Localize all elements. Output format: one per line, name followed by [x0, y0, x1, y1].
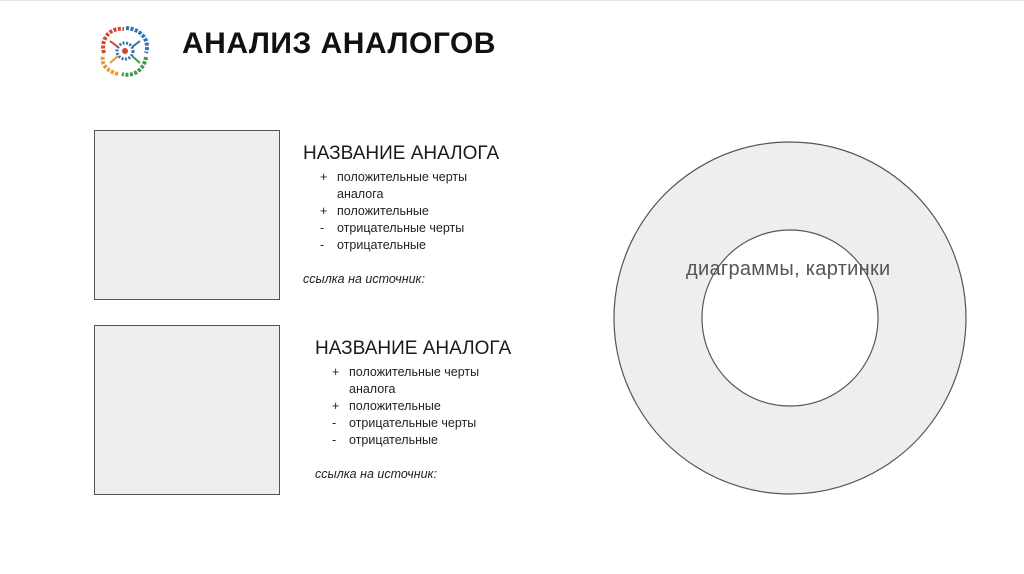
- analog-1-features-list: [303, 169, 507, 254]
- logo-icon: [96, 23, 154, 79]
- minus-bullet: -: [320, 221, 325, 235]
- list-item: [315, 415, 519, 432]
- plus-bullet: +: [320, 204, 328, 218]
- plus-bullet: +: [332, 399, 340, 413]
- list-item: [315, 364, 519, 398]
- minus-bullet: -: [332, 416, 337, 430]
- page-title: АНАЛИЗ АНАЛОГОВ: [182, 27, 496, 60]
- analog-2-name: НАЗВАНИЕ АНАЛОГА: [315, 338, 512, 359]
- analog-2-image-placeholder: [94, 325, 280, 495]
- list-item: [303, 169, 507, 203]
- list-item: [315, 432, 519, 449]
- list-item: [315, 398, 519, 415]
- list-item: [303, 220, 507, 237]
- plus-bullet: +: [320, 170, 328, 184]
- feature-text: положительные черты аналога: [349, 365, 480, 396]
- list-item: [303, 203, 507, 220]
- minus-bullet: -: [320, 238, 325, 252]
- feature-text: отрицательные черты: [349, 416, 477, 430]
- plus-bullet: +: [332, 365, 340, 379]
- analog-1-name: НАЗВАНИЕ АНАЛОГА: [303, 143, 500, 164]
- feature-text: положительные: [349, 399, 441, 413]
- analog-2-block: [315, 338, 519, 449]
- minus-bullet: -: [332, 433, 337, 447]
- feature-text: положительные: [337, 204, 429, 218]
- feature-text: отрицательные: [349, 433, 438, 447]
- analog-1-image-placeholder: [94, 130, 280, 300]
- feature-text: отрицательные черты: [337, 221, 465, 235]
- list-item: [303, 237, 507, 254]
- diagram-ring-placeholder: [612, 140, 968, 496]
- diagram-label: диаграммы, картинки: [686, 258, 891, 280]
- analog-1-block: [303, 143, 507, 254]
- analog-2-source-link[interactable]: ссылка на источник:: [315, 467, 437, 481]
- analog-2-features-list: [315, 364, 519, 449]
- analog-1-source-link[interactable]: ссылка на источник:: [303, 272, 425, 286]
- feature-text: отрицательные: [337, 238, 426, 252]
- feature-text: положительные черты аналога: [337, 170, 468, 201]
